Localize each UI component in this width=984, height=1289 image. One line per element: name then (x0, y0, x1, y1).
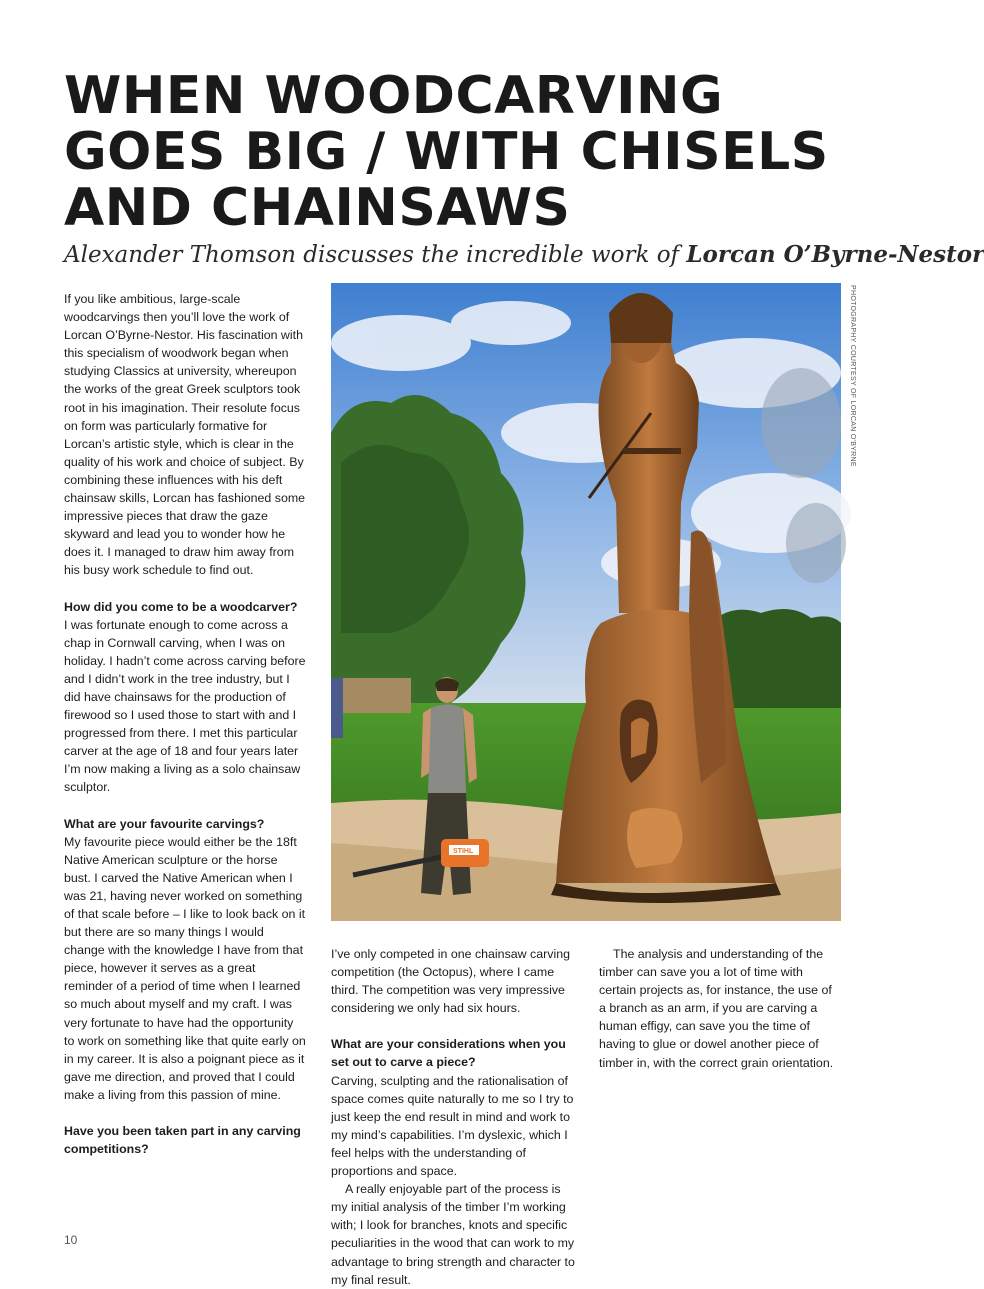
chainsaw-brand-text: STIHL (453, 848, 474, 855)
headline-line-1: WHEN WOODCARVING (64, 66, 724, 126)
answer-4-final: The analysis and understanding of the timber can save you a lot of time with certain projects as, for instance, the use of a branch as an arm, if you are carving a human effigy, can save you the time of having to glue or dowel another piece of timber in, with the correct grain orientation. (599, 947, 834, 1070)
question-3: Have you been taken part in any carving competitions? (64, 1124, 301, 1157)
standfirst-subject-name: Lorcan O’Byrne-Nestor (686, 241, 984, 268)
headline-line-3: AND CHAINSAWS (64, 178, 571, 238)
article-column-1 (64, 290, 306, 1158)
answer-1: I was fortunate enough to come across a chap in Cornwall carving, when I was on holiday. I hadn’t come across carving before and I didn’t work in the tree industry, but I did have chainsaws for the production of firewood so I used those to start with and I progressed from there. I met this particular carver at the age of 18 and four years later I’m now making a living as a solo chainsaw sculptor. (64, 617, 306, 795)
answer-2: My favourite piece would either be the 18ft Native American sculpture or the horse bust. I carved the Native American when I was 21, having never worked on something of that scale before – I like to look back on it but there are so many things I would change with the knowledge I have from that piece, however it serves as a great reminder of a period of time when I learned so much about myself and my craft. I was very fortunate to have had the opportunity to work on something like that quite early on in my career. It is also a poignant piece as it gave me direction, and proved that I could make a living from this passion of mine. (64, 834, 306, 1102)
headline-line-2: GOES BIG / WITH CHISELS (64, 122, 829, 182)
answer-3: I’ve only competed in one chainsaw carving competition (the Octopus), where I came third. The competition was very impressive considering we only had six hours. (331, 947, 570, 1016)
question-2: What are your favourite carvings? (64, 816, 265, 831)
answer-4: Carving, sculpting and the rationalisation of space comes quite naturally to me so I try to just keep the end result in mind and work to my mind’s capabilities. I’m dyslexic, which I feel helps with the understanding of proportions and space. (331, 1073, 574, 1179)
page-number: 10 (64, 1233, 78, 1247)
photo-credit: PHOTOGRAPHY COURTESY OF LORCAN O'BYRNE (849, 285, 856, 467)
question-1: How did you come to be a woodcarver? (64, 599, 298, 614)
article-column-3 (599, 945, 837, 1072)
answer-4-continued: A really enjoyable part of the process is my initial analysis of the timber I’m working with; I look for branches, knots and specific peculiarities in the wood that can work to my advantage to bring strength and character to my final result. (331, 1182, 575, 1287)
sculpture-photo (331, 283, 841, 921)
article-column-2 (331, 945, 575, 1289)
intro-paragraph: If you like ambitious, large-scale woodcarvings then you’ll love the work of Lorcan O’Byrne-Nestor. His fascination with this specialism of woodwork began when studying Classics at university, whereupon the works of the great Greek sculptors took root in his imagination. Their resolute focus on form was particularly formative for Lorcan’s artistic style, which is clear in the quality of his work and choice of subject. By combining these influences with his deft chainsaw skills, Lorcan has fashioned some impressive pieces that draw the gaze skyward and lead you to wonder how he does it. I managed to draw him away from his busy work schedule to find out. (64, 292, 306, 578)
question-4: What are your considerations when you set out to carve a piece? (331, 1037, 566, 1070)
article-headline (64, 68, 864, 236)
standfirst-lead: Alexander Thomson discusses the incredible work of (64, 242, 687, 268)
standfirst (64, 240, 984, 270)
